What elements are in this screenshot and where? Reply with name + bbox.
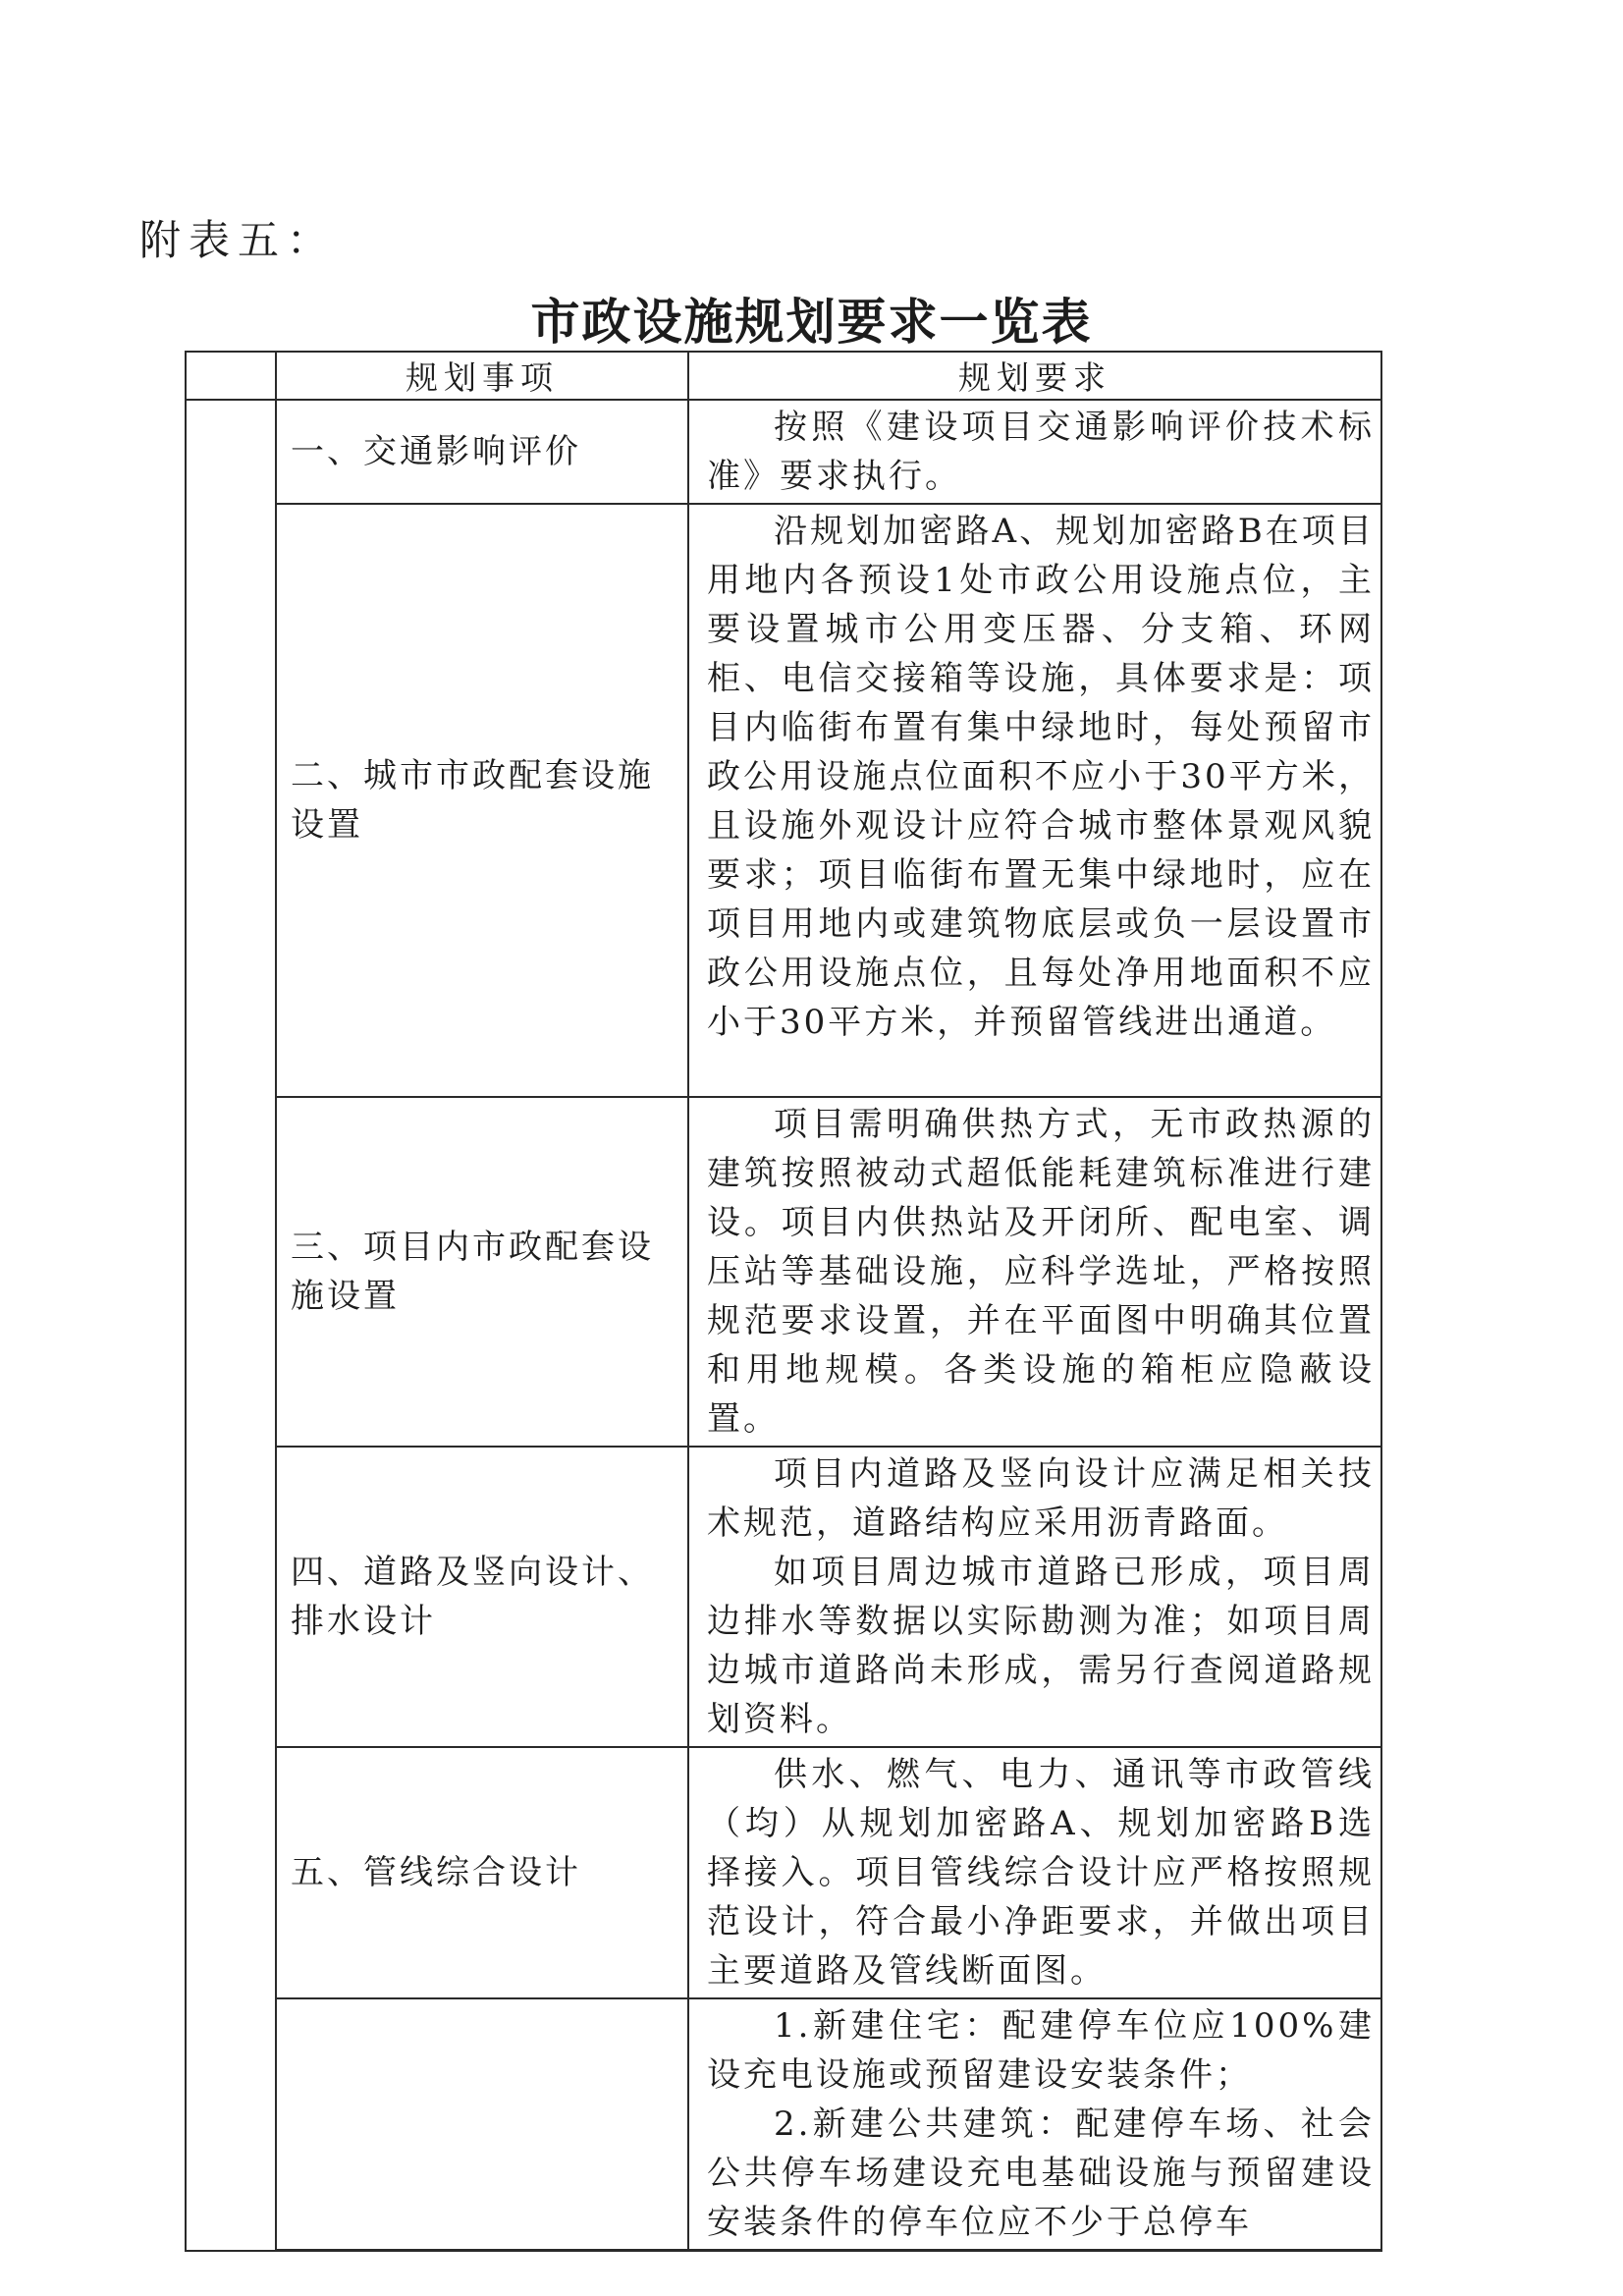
row-item: 三、项目内市政配套设施设置 bbox=[276, 1097, 688, 1447]
row-requirement bbox=[688, 1447, 1381, 1747]
blank-header-cell bbox=[186, 352, 276, 400]
requirement-paragraph: 1.新建住宅：配建停车位应100%建设充电设施或预留建设安装条件； bbox=[707, 2006, 1375, 2095]
row-requirement bbox=[688, 504, 1381, 1097]
row-item bbox=[276, 1998, 688, 2251]
row-requirement bbox=[688, 1097, 1381, 1447]
page-title: 市政设施规划要求一览表 bbox=[530, 293, 1093, 351]
header-item: 规划事项 bbox=[276, 352, 688, 400]
row-requirement bbox=[688, 1747, 1381, 1998]
header-requirement: 规划要求 bbox=[688, 352, 1381, 400]
blank-side-cell bbox=[186, 400, 276, 2251]
row-item: 二、城市市政配套设施设置 bbox=[276, 504, 688, 1097]
table-row bbox=[186, 1097, 1381, 1447]
table-row bbox=[186, 504, 1381, 1097]
row-item: 五、管线综合设计 bbox=[276, 1747, 688, 1998]
table-row bbox=[186, 1747, 1381, 1998]
row-requirement bbox=[688, 400, 1381, 504]
attachment-label: 附表五： bbox=[139, 216, 337, 264]
table-row bbox=[186, 1447, 1381, 1747]
requirement-paragraph: 2.新建公共建筑：配建停车场、社会公共停车场建设充电基础设施与预留建设安装条件的停车位应不少于总停车 bbox=[707, 2105, 1375, 2242]
table-header-row bbox=[186, 352, 1381, 400]
requirement-paragraph: 项目需明确供热方式，无市政热源的建筑按照被动式超低能耗建筑标准进行建设。项目内供热站及开闭所、配电室、调压站等基础设施，应科学选址，严格按照规范要求设置，并在平面图中明确其位置和用地规模。各类设施的箱柜应隐蔽设置。 bbox=[707, 1105, 1375, 1439]
requirement-paragraph: 沿规划加密路A、规划加密路B在项目用地内各预设1处市政公用设施点位，主要设置城市公用变压器、分支箱、环网柜、电信交接箱等设施，具体要求是：项目内临街布置有集中绿地时，每处预留市政公用设施点位面积不应小于30平方米，且设施外观设计应符合城市整体景观风貌要求；项目临街布置无集中绿地时，应在项目用地内或建筑物底层或负一层设置市政公用设施点位，且每处净用地面积不应小于30平方米，并预留管线进出通道。 bbox=[707, 512, 1375, 1042]
requirement-paragraph: 如项目周边城市道路已形成，项目周边排水等数据以实际勘测为准；如项目周边城市道路尚未形成，需另行查阅道路规划资料。 bbox=[707, 1553, 1375, 1739]
requirement-paragraph: 供水、燃气、电力、通讯等市政管线（均）从规划加密路A、规划加密路B选择接入。项目管线综合设计应严格按照规范设计，符合最小净距要求，并做出项目主要道路及管线断面图。 bbox=[707, 1755, 1375, 1991]
row-item: 一、交通影响评价 bbox=[276, 400, 688, 504]
requirement-paragraph: 项目内道路及竖向设计应满足相关技术规范，道路结构应采用沥青路面。 bbox=[707, 1454, 1375, 1543]
row-requirement bbox=[688, 1998, 1381, 2251]
planning-requirements-table bbox=[185, 351, 1382, 2252]
requirement-paragraph: 按照《建设项目交通影响评价技术标准》要求执行。 bbox=[707, 408, 1375, 496]
row-item: 四、道路及竖向设计、排水设计 bbox=[276, 1447, 688, 1747]
table-row bbox=[186, 400, 1381, 504]
table-row bbox=[186, 1998, 1381, 2251]
